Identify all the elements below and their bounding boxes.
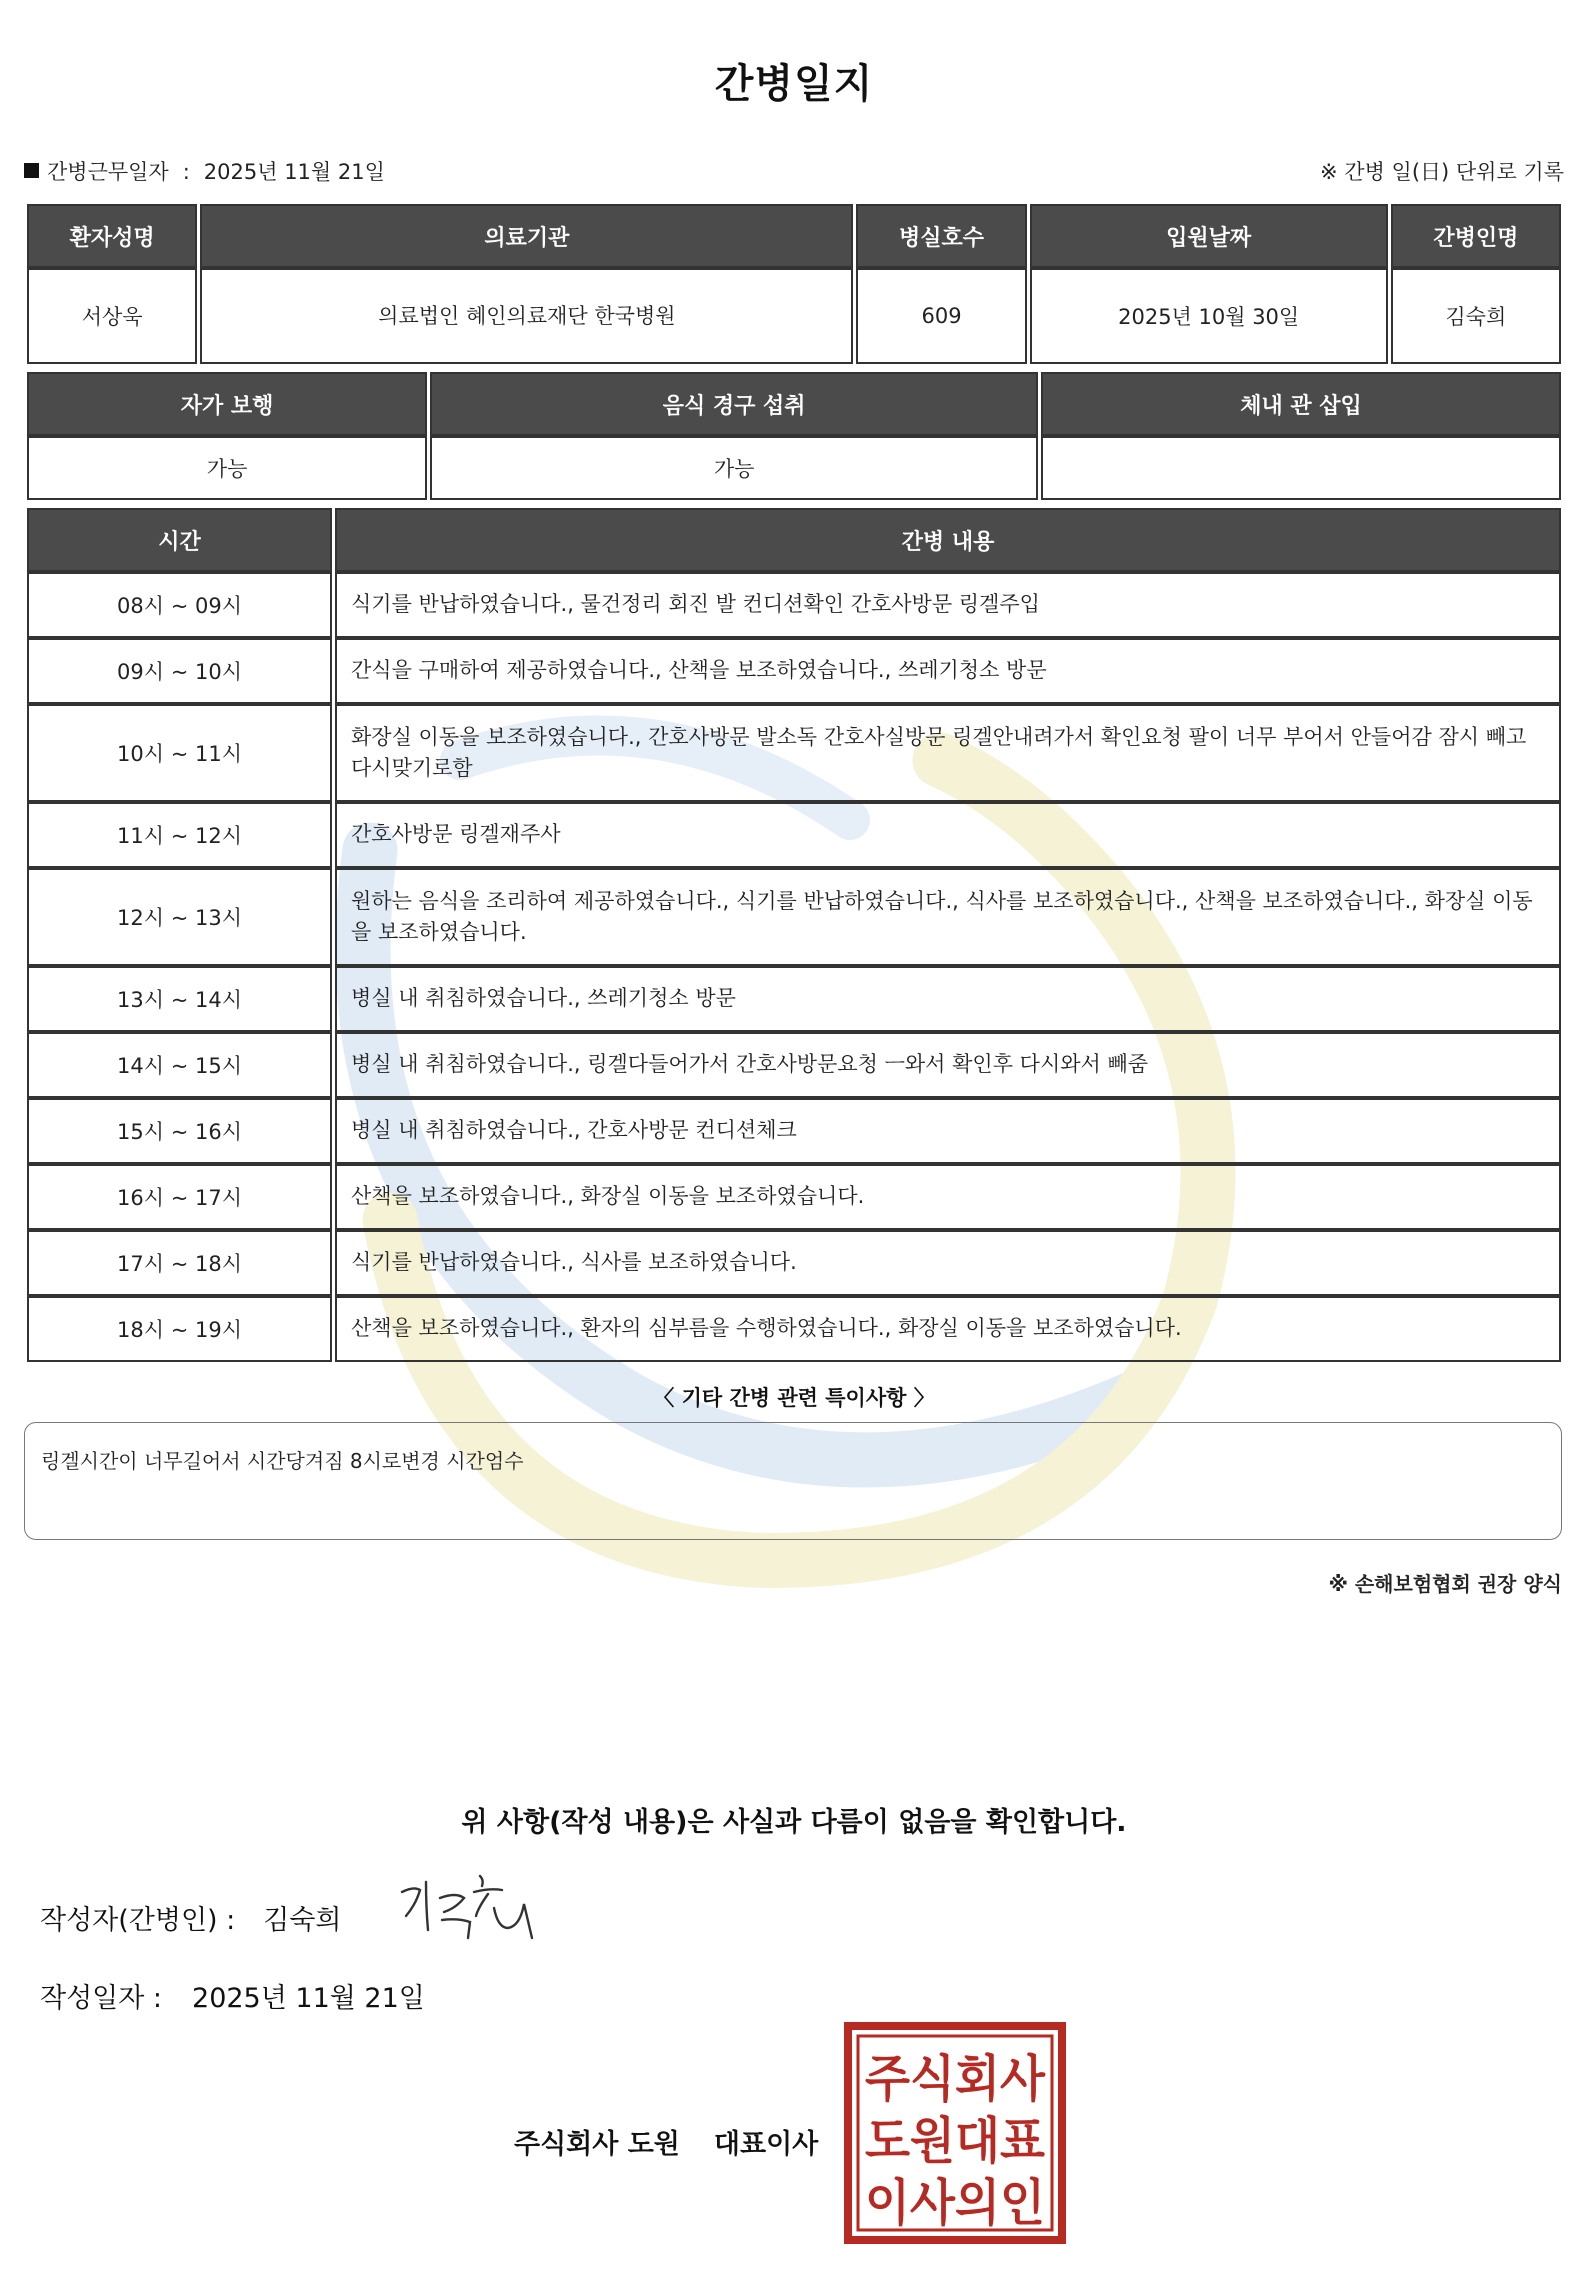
log-time: 16시 ~ 17시 xyxy=(27,1164,332,1230)
company-name: 주식회사 도원 xyxy=(514,2129,680,2160)
log-content: 간호사방문 링겔재주사 xyxy=(335,802,1561,868)
oral-intake-value: 가능 xyxy=(430,436,1038,500)
log-content: 병실 내 취침하였습니다., 링겔다들어가서 간호사방문요청 ㅡ와서 확인후 다시와서 빼줌 xyxy=(335,1032,1561,1098)
company-seal-stamp xyxy=(844,2022,1066,2244)
log-content: 화장실 이동을 보조하였습니다., 간호사방문 발소독 간호사실방문 링겔안내려가서 확인요청 팔이 너무 부어서 안들어감 잠시 빼고 다시맞기로함 xyxy=(335,704,1561,802)
log-content: 원하는 음식을 조리하여 제공하였습니다., 식기를 반납하였습니다., 식사를 보조하였습니다., 산책을 보조하였습니다., 화장실 이동을 보조하였습니다. xyxy=(335,868,1561,966)
care-log-row xyxy=(27,1098,1561,1164)
written-date-value: 2025년 11월 21일 xyxy=(192,1983,425,2014)
header-room: 병실호수 xyxy=(856,204,1026,268)
confirmation-statement: 위 사항(작성 내용)은 사실과 다름이 없음을 확인합니다. xyxy=(461,1807,1127,1838)
header-care-content: 간병 내용 xyxy=(335,508,1561,572)
hospital-name: 의료법인 혜인의료재단 한국병원 xyxy=(200,268,853,364)
header-oral-intake: 음식 경구 섭취 xyxy=(430,372,1038,436)
care-log-row xyxy=(27,704,1561,802)
log-content: 산책을 보조하였습니다., 화장실 이동을 보조하였습니다. xyxy=(335,1164,1561,1230)
log-content: 산책을 보조하였습니다., 환자의 심부름을 수행하였습니다., 화장실 이동을 보조하였습니다. xyxy=(335,1296,1561,1362)
notes-title: 〈 기타 간병 관련 특이사항 〉 xyxy=(653,1386,935,1410)
work-date xyxy=(24,156,385,186)
care-log-row xyxy=(27,1164,1561,1230)
header-time: 시간 xyxy=(27,508,332,572)
self-walking-value: 가능 xyxy=(27,436,427,500)
svg-text:도원대표: 도원대표 xyxy=(865,2112,1046,2170)
company-representative: 대표이사 xyxy=(713,2129,819,2160)
written-date-label: 작성일자 : xyxy=(40,1983,163,2014)
company-line xyxy=(514,2122,818,2161)
writer-label: 작성자(간병인) : xyxy=(40,1905,236,1936)
written-date-line xyxy=(40,1976,425,2015)
writer-line xyxy=(40,1898,342,1937)
work-date-separator: : xyxy=(182,160,190,184)
log-time: 17시 ~ 18시 xyxy=(27,1230,332,1296)
patient-info-table xyxy=(24,204,1564,364)
log-content: 식기를 반납하였습니다., 식사를 보조하였습니다. xyxy=(335,1230,1561,1296)
svg-text:이사의인: 이사의인 xyxy=(865,2174,1045,2232)
log-content: 식기를 반납하였습니다., 물건정리 회진 발 컨디션확인 간호사방문 링겔주입 xyxy=(335,572,1561,638)
square-bullet-icon xyxy=(24,163,39,178)
care-log-header-row xyxy=(27,508,1561,572)
log-time: 13시 ~ 14시 xyxy=(27,966,332,1032)
unit-note: ※ 간병 일(日) 단위로 기록 xyxy=(1320,160,1564,184)
caregiver-name: 김숙희 xyxy=(1391,268,1561,364)
work-date-label: 간병근무일자 xyxy=(47,160,169,184)
recommend-note: ※ 손해보험협회 권장 양식 xyxy=(1328,1572,1562,1596)
log-time: 18시 ~ 19시 xyxy=(27,1296,332,1362)
meta-row xyxy=(24,156,1564,186)
care-log-table xyxy=(24,508,1564,1362)
header-caregiver-name: 간병인명 xyxy=(1391,204,1561,268)
writer-name: 김숙희 xyxy=(263,1905,342,1936)
log-content: 간식을 구매하여 제공하였습니다., 산책을 보조하였습니다., 쓰레기청소 방문 xyxy=(335,638,1561,704)
header-tube-insertion: 체내 관 삽입 xyxy=(1041,372,1561,436)
log-time: 12시 ~ 13시 xyxy=(27,868,332,966)
header-patient-name: 환자성명 xyxy=(27,204,197,268)
log-time: 10시 ~ 11시 xyxy=(27,704,332,802)
care-log-row xyxy=(27,966,1561,1032)
care-log-row xyxy=(27,572,1561,638)
header-admission-date: 입원날짜 xyxy=(1030,204,1388,268)
patient-name: 서상욱 xyxy=(27,268,197,364)
patient-header-row xyxy=(27,204,1561,268)
care-log-row xyxy=(27,1230,1561,1296)
care-log-row xyxy=(27,868,1561,966)
log-time: 08시 ~ 09시 xyxy=(27,572,332,638)
log-time: 09시 ~ 10시 xyxy=(27,638,332,704)
patient-status-table xyxy=(24,372,1564,500)
header-hospital: 의료기관 xyxy=(200,204,853,268)
header-self-walking: 자가 보행 xyxy=(27,372,427,436)
room-number: 609 xyxy=(856,268,1026,364)
document-title: 간병일지 xyxy=(714,61,874,107)
notes-box xyxy=(24,1422,1562,1540)
log-time: 11시 ~ 12시 xyxy=(27,802,332,868)
notes-text: 링겔시간이 너무길어서 시간당겨짐 8시로변경 시간엄수 xyxy=(41,1449,524,1473)
log-time: 15시 ~ 16시 xyxy=(27,1098,332,1164)
tube-insertion-value xyxy=(1041,436,1561,500)
svg-text:주식회사: 주식회사 xyxy=(865,2050,1046,2108)
care-log-row xyxy=(27,802,1561,868)
log-content: 병실 내 취침하였습니다., 간호사방문 컨디션체크 xyxy=(335,1098,1561,1164)
status-header-row xyxy=(27,372,1561,436)
care-log-row xyxy=(27,1032,1561,1098)
log-content: 병실 내 취침하였습니다., 쓰레기청소 방문 xyxy=(335,966,1561,1032)
status-value-row xyxy=(27,436,1561,500)
patient-value-row xyxy=(27,268,1561,364)
log-time: 14시 ~ 15시 xyxy=(27,1032,332,1098)
care-log-row xyxy=(27,1296,1561,1362)
handwritten-signature xyxy=(398,1868,548,1948)
work-date-value: 2025년 11월 21일 xyxy=(203,160,385,184)
care-log-row xyxy=(27,638,1561,704)
admission-date: 2025년 10월 30일 xyxy=(1030,268,1388,364)
